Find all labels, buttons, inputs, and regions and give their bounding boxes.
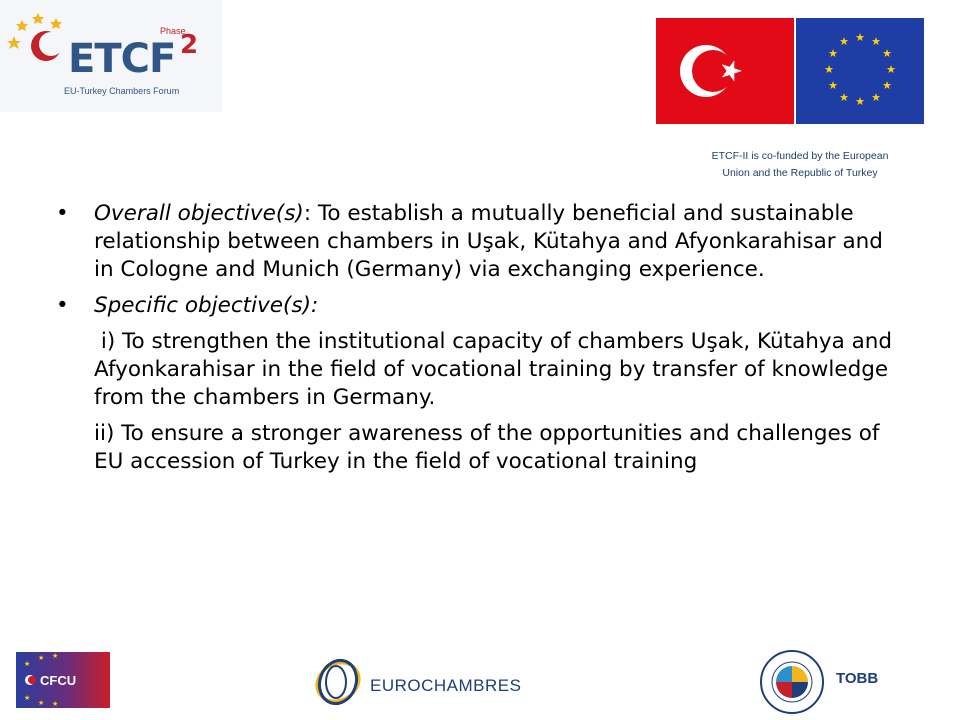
etcf-wordmark: ETCF — [68, 36, 176, 82]
eurochambres-emblem-icon — [312, 652, 372, 710]
svg-text:★: ★ — [855, 31, 865, 44]
cfcu-label: CFCU — [40, 673, 77, 688]
eurochambres-label: EUROCHAMBRES — [370, 676, 522, 695]
bullet-icon: • — [56, 201, 69, 226]
svg-text:★: ★ — [882, 79, 892, 92]
svg-text:★: ★ — [871, 35, 881, 48]
overall-objective-label: Overall objective(s) — [94, 201, 304, 226]
bullet-icon: • — [56, 293, 69, 318]
svg-text:★: ★ — [839, 35, 849, 48]
specific-objective-two: ii) To ensure a stronger awareness of the opportunities and challenges of EU accession of Turkey in the field of vocational training — [94, 421, 880, 474]
overall-objective-text: : To establish a mutually beneficial and sustainable relationship between chambers in Uşak, Kütahya and Afyonkarahisar and in Cologne and Munich (Germany) via exchanging experience. — [94, 201, 883, 282]
svg-text:★: ★ — [52, 700, 59, 708]
eurochambres-logo — [312, 652, 532, 710]
svg-text:★: ★ — [828, 47, 838, 60]
svg-text:★: ★ — [24, 660, 31, 668]
svg-text:★: ★ — [882, 47, 892, 60]
tobb-seal-icon — [752, 646, 832, 716]
specific-objective-item — [56, 292, 906, 320]
eu-flag-icon — [796, 18, 924, 124]
objectives-content — [56, 200, 906, 476]
specific-objective-label: Specific objective(s) — [94, 293, 312, 318]
funding-note: ETCF-II is co-funded by the European Union and the Republic of Turkey — [711, 150, 889, 179]
etcf-logo — [0, 0, 222, 112]
overall-objective-item — [56, 200, 906, 284]
svg-text:★: ★ — [828, 79, 838, 92]
svg-text:★: ★ — [839, 91, 849, 104]
tobb-label: TOBB — [836, 670, 879, 687]
specific-objective-one: i) To strengthen the institutional capacity of chambers Uşak, Kütahya and Afyonkarahisar in the field of vocational training by transfer of knowledge from the chambers in Germany. — [94, 329, 899, 410]
svg-text:★: ★ — [871, 91, 881, 104]
svg-text:★: ★ — [824, 63, 834, 76]
svg-text:★: ★ — [886, 63, 896, 76]
svg-text:★: ★ — [52, 652, 59, 660]
etcf-subtitle: EU-Turkey Chambers Forum — [64, 86, 180, 96]
svg-text:★: ★ — [24, 694, 31, 702]
tobb-logo — [752, 646, 912, 716]
svg-text:★: ★ — [38, 654, 45, 662]
svg-text:★: ★ — [855, 95, 865, 108]
specific-objective-colon: : — [311, 293, 319, 318]
cfcu-logo — [16, 652, 110, 708]
svg-text:★: ★ — [38, 699, 45, 707]
etcf-phase-label: Phase — [160, 26, 186, 36]
etcf-phase-number: 2 — [180, 30, 199, 60]
flags-banner — [648, 12, 938, 130]
turkey-flag-icon — [656, 18, 794, 124]
